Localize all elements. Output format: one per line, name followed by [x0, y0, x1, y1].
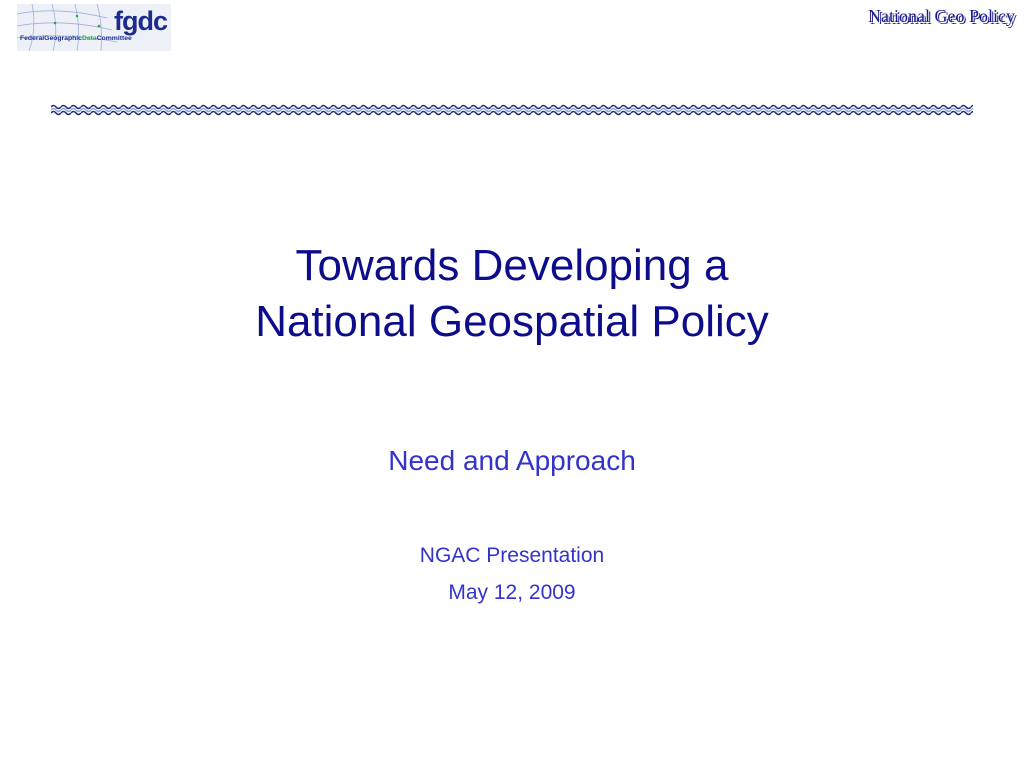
title-line-2: National Geospatial Policy [255, 297, 769, 346]
presentation-date: May 12, 2009 [448, 581, 576, 604]
slide-title [0, 238, 1024, 350]
logo-subtitle: FederalGeographicDataCommittee [20, 35, 132, 42]
title-line-1: Towards Developing a [295, 241, 729, 290]
header-title: National Geo Policy [868, 6, 1015, 26]
slide-subtitle: Need and Approach [388, 445, 636, 476]
logo-wordmark: fgdc [114, 6, 167, 36]
presentation-name: NGAC Presentation [419, 544, 605, 567]
fgdc-logo [17, 4, 171, 51]
wave-divider [51, 104, 973, 116]
presentation-info [0, 537, 1024, 611]
